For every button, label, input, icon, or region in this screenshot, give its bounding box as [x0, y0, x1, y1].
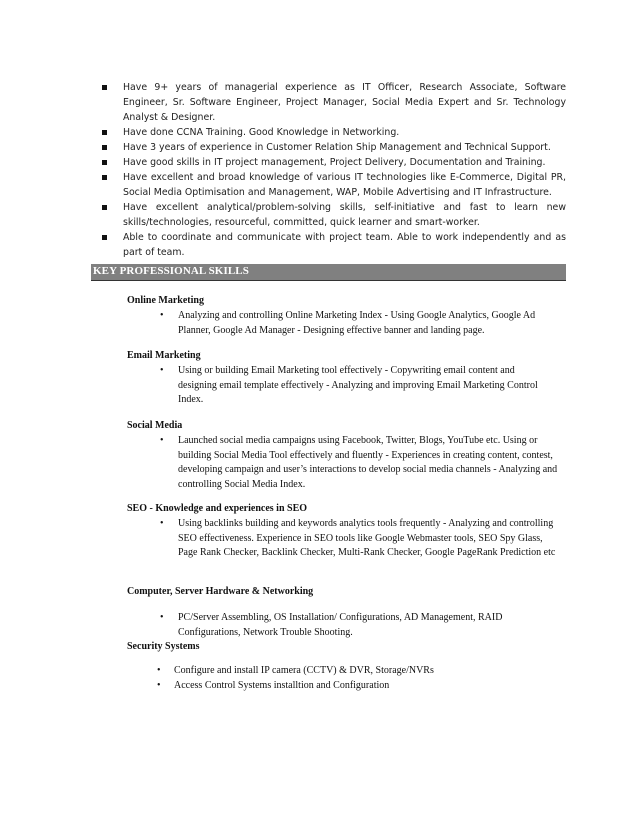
square-bullet-icon: [102, 205, 107, 210]
section-title: KEY PROFESSIONAL SKILLS: [93, 265, 249, 277]
square-bullet-icon: [102, 145, 107, 150]
bullet-icon: •: [160, 365, 164, 376]
skill-list-social-media: [160, 434, 560, 492]
skill-title-social-media: Social Media: [127, 420, 183, 431]
skill-list-seo: [160, 517, 560, 561]
skill-list-security-systems: [157, 664, 537, 693]
skill-title-security-systems: Security Systems: [127, 641, 200, 652]
summary-item: Have good skills in IT project management, Project Delivery, Documentation and Training.: [100, 155, 566, 170]
list-item: • PC/Server Assembling, OS Installation/ Configurations, AD Management, RAID Configurations, Network Trouble Shooting.: [160, 612, 503, 638]
summary-list: [100, 80, 566, 260]
list-item: • Analyzing and controlling Online Marketing Index - Using Google Analytics, Google Ad Planner, Google Ad Manager - Designing effective banner and landing page.: [160, 310, 536, 336]
skill-list-email-marketing: [160, 364, 550, 408]
skill-list-online-marketing: [160, 309, 560, 338]
section-header-bar: [91, 264, 566, 281]
skill-title-online-marketing: Online Marketing: [127, 295, 204, 306]
summary-item: Have 9+ years of managerial experience as IT Officer, Research Associate, Software Engineer, Sr. Software Engineer, Project Manager, Social Media Expert and Sr. Technology Analyst & Designer.: [100, 80, 566, 125]
list-item: • Access Control Systems installtion and Configuration: [157, 679, 537, 694]
list-item: • Configure and install IP camera (CCTV) & DVR, Storage/NVRs: [157, 664, 537, 679]
bullet-icon: •: [157, 679, 161, 691]
skill-title-seo: SEO - Knowledge and experiences in SEO: [127, 503, 308, 514]
square-bullet-icon: [102, 175, 107, 180]
skill-title-email-marketing: Email Marketing: [127, 350, 201, 361]
summary-item: Have excellent and broad knowledge of various IT technologies like E-Commerce, Digital PR, Social Media Optimisation and Management, WAP, Mobile Advertising and IT Infrastructure.: [100, 170, 566, 200]
bullet-icon: •: [160, 310, 164, 321]
square-bullet-icon: [102, 130, 107, 135]
summary-item: Have excellent analytical/problem-solving skills, self-initiative and fast to learn new skills/technologies, resourceful, committed, quick learner and smart-worker.: [100, 200, 566, 230]
list-item: • Using or building Email Marketing tool effectively - Copywriting email content and designing email template effectively - Analyzing and improving Email Marketing Control Index.: [160, 365, 538, 405]
skill-title-computer-hardware: Computer, Server Hardware & Networking: [127, 586, 314, 597]
bullet-icon: •: [157, 665, 161, 676]
square-bullet-icon: [102, 160, 107, 165]
square-bullet-icon: [102, 85, 107, 90]
bullet-icon: •: [160, 612, 164, 623]
list-item: • Using backlinks building and keywords analytics tools frequently - Analyzing and controlling SEO effectiveness. Experience in SEO tools like Google Webmaster tools, SEO Spy Glass, Page Rank Checker, Backlink Checker, Multi-Rank Checker, Google PageRank Prediction etc: [160, 518, 556, 558]
summary-item: Able to coordinate and communicate with project team. Able to work independently and as part of team.: [100, 230, 566, 260]
summary-item: Have 3 years of experience in Customer Relation Ship Management and Technical Support.: [100, 140, 566, 155]
list-item: • Launched social media campaigns using Facebook, Twitter, Blogs, YouTube etc. Using or building Social Media Tool effectively and fluently - Experiences in creating content, contest, developing campaign and user’s interactions to develop social media channels - Analyzing and controlling Social Media Index.: [160, 435, 558, 490]
square-bullet-icon: [102, 235, 107, 240]
summary-item: Have done CCNA Training. Good Knowledge in Networking.: [100, 125, 566, 140]
bullet-icon: •: [160, 518, 164, 529]
bullet-icon: •: [160, 435, 164, 446]
skill-list-computer-hardware: [160, 611, 540, 640]
